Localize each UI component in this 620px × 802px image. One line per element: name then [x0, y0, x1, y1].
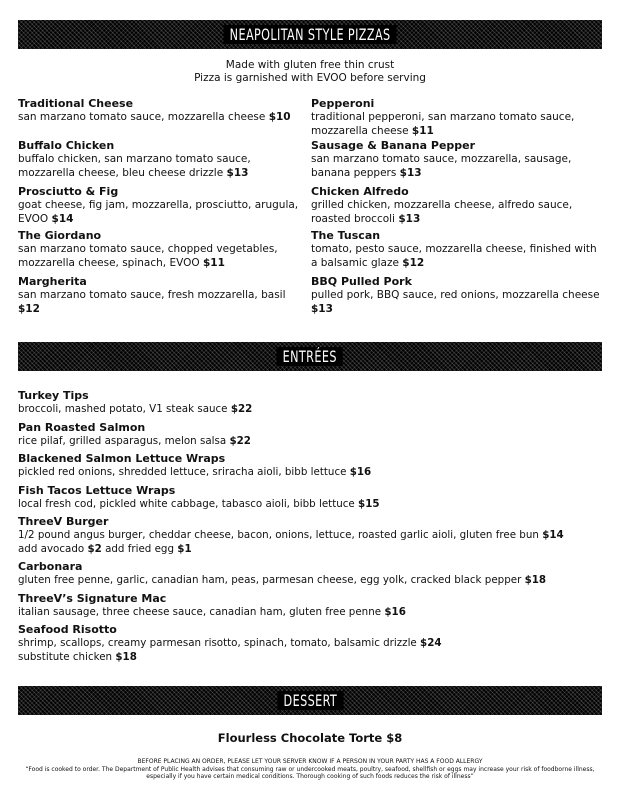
item-description: traditional pepperoni, san marzano tomato sauce, mozzarella cheese $11: [311, 111, 575, 137]
menu-item: [18, 484, 608, 512]
item-price: $11: [411, 124, 434, 137]
item-description: buffalo chicken, san marzano tomato sauce, mozzarella cheese, bleu cheese drizzle $13: [18, 153, 251, 179]
item-price: $18: [524, 574, 547, 586]
item-description: grilled chicken, mozzarella cheese, alfredo sauce, roasted broccoli $13: [311, 199, 573, 225]
item-name: Chicken Alfredo: [311, 185, 409, 198]
pizza-header-banner: [18, 20, 602, 49]
item-price: $8: [386, 731, 403, 745]
item-name: Turkey Tips: [18, 389, 89, 402]
item-name: ThreeV’s Signature Mac: [18, 591, 167, 605]
menu-item: [18, 421, 608, 449]
pizza-header-title: NEAPOLITAN STYLE PIZZAS: [223, 25, 396, 44]
item-price: $22: [229, 434, 251, 447]
item-name: The Tuscan: [311, 229, 381, 242]
dessert-header-title: DESSERT: [277, 691, 343, 710]
item-description: local fresh cod, pickled white cabbage, tabasco aioli, bibb lettuce $15: [18, 497, 380, 510]
item-price: $12: [402, 256, 425, 269]
item-name: Pan Roasted Salmon: [18, 420, 146, 434]
item-description: broccoli, mashed potato, V1 steak sauce $22: [18, 403, 253, 415]
item-price: $14: [51, 212, 74, 225]
menu-item: [18, 452, 608, 480]
item-price: $14: [542, 529, 564, 541]
item-price: $22: [230, 403, 253, 415]
item-description: pickled red onions, shredded lettuce, sriracha aioli, bibb lettuce $16: [18, 466, 372, 478]
menu-item: [311, 97, 601, 139]
item-description: san marzano tomato sauce, chopped vegetables, mozzarella cheese, spinach, EVOO $11: [18, 243, 278, 269]
entrees-header-title: ENTRÉES: [277, 347, 344, 366]
item-price: $15: [358, 497, 380, 510]
entrees-list: [18, 389, 608, 668]
dessert-header-banner: [18, 686, 602, 715]
item-price: $13: [311, 302, 333, 315]
item-price: $13: [398, 212, 421, 225]
allergy-notice: BEFORE PLACING AN ORDER, PLEASE LET YOUR SERVER KNOW IF A PERSON IN YOUR PARTY HAS A FOOD ALLERGY: [137, 758, 483, 765]
item-name: Buffalo Chicken: [18, 139, 115, 152]
item-name: BBQ Pulled Pork: [311, 275, 412, 288]
item-name: Sausage & Banana Pepper: [311, 139, 476, 152]
item-name: Flourless Chocolate Torte: [217, 731, 383, 745]
item-price: $24: [420, 637, 442, 649]
item-name: The Giordano: [18, 229, 102, 242]
menu-item: [18, 560, 608, 588]
item-name: Carbonara: [18, 560, 83, 573]
item-description: gluten free penne, garlic, canadian ham, peas, parmesan cheese, egg yolk, cracked black pepper $18: [18, 574, 547, 586]
item-name: ThreeV Burger: [18, 515, 109, 528]
item-name: Fish Tacos Lettuce Wraps: [18, 483, 176, 497]
pizza-subtitle-1: Made with gluten free thin crust: [225, 59, 395, 71]
menu-item: [18, 515, 608, 556]
menu-item: [18, 623, 608, 664]
menu-item: [18, 185, 308, 229]
item-price: $13: [226, 166, 249, 179]
item-description: italian sausage, three cheese sauce, canadian ham, gluten free penne $16: [18, 605, 406, 618]
menu-item: [311, 139, 601, 185]
item-description: shrimp, scallops, creamy parmesan risotto, spinach, tomato, balsamic drizzle $24: [18, 637, 442, 649]
item-price: $16: [384, 605, 406, 618]
item-price: $11: [202, 256, 225, 269]
health-advisory: “Food is cooked to order. The Department of Public Health advises that consuming raw or undercooked meats, poultry, seafood, shellfish or eggs may increase your risk of foodborne illness, especially if you have certain medical conditions. Thorough cooking of such foods reduces the risk of illness”: [25, 765, 595, 780]
menu-item: [18, 97, 308, 139]
item-price: $10: [268, 111, 291, 123]
item-description: rice pilaf, grilled asparagus, melon salsa $22: [18, 434, 251, 447]
item-name: Pepperoni: [311, 97, 375, 110]
item-name: Blackened Salmon Lettuce Wraps: [18, 452, 226, 465]
item-description: san marzano tomato sauce, fresh mozzarella, basil $12: [18, 289, 286, 315]
pizza-left-column: [18, 97, 308, 316]
item-addons: add avocado $2 add fried egg $1: [18, 542, 192, 555]
menu-item: [18, 139, 308, 185]
item-price: $1: [177, 542, 192, 555]
item-description: san marzano tomato sauce, mozzarella cheese $10: [18, 111, 291, 123]
item-price: $12: [18, 302, 40, 315]
menu-item: [311, 229, 601, 275]
item-price: $18: [115, 650, 137, 663]
menu-item: [18, 229, 308, 275]
item-description: goat cheese, fig jam, mozzarella, prosciutto, arugula, EVOO $14: [18, 199, 299, 225]
item-name: Traditional Cheese: [18, 97, 134, 110]
item-description: pulled pork, BBQ sauce, red onions, mozzarella cheese $13: [311, 289, 600, 315]
menu-item: [311, 185, 601, 229]
item-description: tomato, pesto sauce, mozzarella cheese, finished with a balsamic glaze $12: [311, 243, 597, 269]
menu-item: [311, 275, 601, 316]
item-price: $13: [399, 166, 422, 179]
dessert-item: [0, 731, 620, 745]
item-name: Prosciutto & Fig: [18, 185, 119, 198]
item-name: Seafood Risotto: [18, 623, 117, 636]
item-substitute: substitute chicken $18: [18, 650, 137, 663]
menu-item: [18, 592, 608, 620]
menu-item: [18, 275, 308, 316]
menu-item: [18, 389, 608, 417]
allergy-footer: [0, 758, 620, 781]
item-description: 1/2 pound angus burger, cheddar cheese, bacon, onions, lettuce, roasted garlic aioli, gluten free bun $14: [18, 529, 564, 541]
item-name: Margherita: [18, 275, 87, 288]
pizza-right-column: [311, 97, 601, 316]
entrees-header-banner: [18, 342, 602, 371]
item-price: $2: [87, 542, 102, 555]
item-price: $16: [349, 466, 372, 478]
pizza-subtitle-2: Pizza is garnished with EVOO before serving: [194, 72, 426, 84]
item-description: san marzano tomato sauce, mozzarella, sausage, banana peppers $13: [311, 153, 572, 179]
